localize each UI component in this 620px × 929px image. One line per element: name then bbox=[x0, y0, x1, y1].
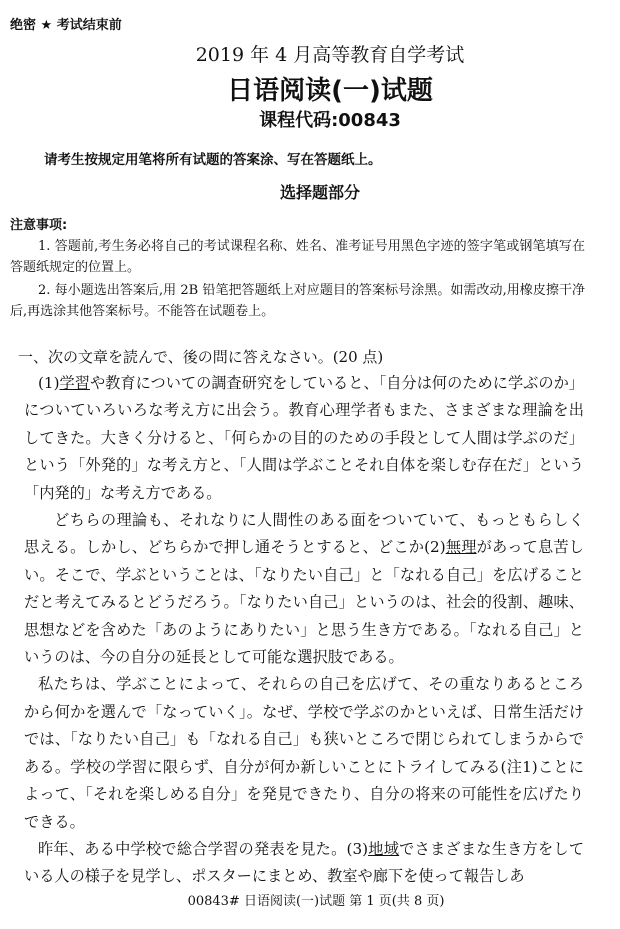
underlined-word-3: 地域 bbox=[368, 839, 400, 858]
passage-text: どちらの理論も、それなりに人間性のある面をついていて、もっともらしく思える。しかし、どちらかで押し通そうとすると、どこか(2) bbox=[24, 511, 584, 557]
blank-marker-1: (1) bbox=[38, 374, 60, 392]
section-title: 选择题部分 bbox=[279, 183, 360, 202]
passage-paragraph-3: 私たちは、学ぶことによって、それらの自己を広げて、その重なりあるところから何かを選んで「なっていく」。なぜ、学校で学ぶのかといえば、日常生活だけでは、「なりたい自己」も「なれる自己」も狭いところで閉じられてしまうからである。学校の学習に限らず、自分が何か新しいことにトライしてみる(注1)ことによって、「それを楽しめる自分」を発見できたり、自分の将来の可能性を広げたりできる。 bbox=[24, 675, 584, 831]
underlined-word-1: 学習 bbox=[59, 374, 90, 392]
passage-text: 昨年、ある中学校で総合学習の発表を見た。(3) bbox=[38, 839, 369, 858]
passage-paragraph-1 bbox=[24, 370, 584, 507]
exam-title: 2019 年 4 月高等教育自学考试 bbox=[195, 44, 465, 66]
paper-title: 日语阅读(一)试题 bbox=[227, 76, 433, 106]
passage-text: でさまざまな生き方をしている人の様子を見学し、ポスターにまとめ、教室や廊下を使って報告しあ bbox=[24, 839, 585, 886]
passage-text: や教育についての調査研究をしていると、「自分は何のために学ぶのか」についていろいろな考え方に出会う。教育心理学者もまた、さまざまな理論を出してきた。大きく分けると、「何らかの目的のための手段として人間は学ぶのだ」という「外発的」な考え方と、「人間は学ぶことそれ自体を楽しむ存在だ」という「内発的」な考え方である。 bbox=[24, 374, 584, 502]
reading-passage bbox=[24, 370, 584, 891]
confidential-mark: 绝密 ★ 考试结束前 bbox=[10, 18, 122, 33]
notes-heading: 注意事项: bbox=[10, 218, 68, 233]
notes-list bbox=[10, 236, 585, 324]
page-footer: 00843# 日语阅读(一)试题 第 1 页(共 8 页) bbox=[187, 894, 445, 909]
passage-text: があって息苦しい。そこで、学ぶということは、「なりたい自己」と「なれる自己」を広げることだと考えてみるとどうだろう。「なりたい自己」というのは、社会的役割、趣味、思想などを含めた「あのようにありたい」と思う生き方である。「なれる自己」というのは、今の自分の延長として可能な選択肢である。 bbox=[24, 538, 584, 667]
course-code: 课程代码:00843 bbox=[259, 110, 401, 131]
answer-instruction: 请考生按规定用笔将所有试题的答案涂、写在答题纸上。 bbox=[44, 152, 382, 168]
passage-paragraph-2 bbox=[24, 507, 584, 671]
passage-paragraph-4 bbox=[24, 836, 584, 891]
note-item: 2. 每小题选出答案后,用 2B 铅笔把答题纸上对应题目的答案标号涂黑。如需改动,用橡皮擦干净后,再选涂其他答案标号。不能答在试题卷上。 bbox=[10, 283, 585, 319]
note-item: 1. 答题前,考生务必将自己的考试课程名称、姓名、准考证号用黑色字迹的签字笔或钢笔填写在答题纸规定的位置上。 bbox=[10, 239, 585, 275]
underlined-word-2: 無理 bbox=[445, 538, 477, 557]
question-heading: 一、次の文章を読んで、後の問に答えなさい。(20 点) bbox=[18, 348, 384, 366]
